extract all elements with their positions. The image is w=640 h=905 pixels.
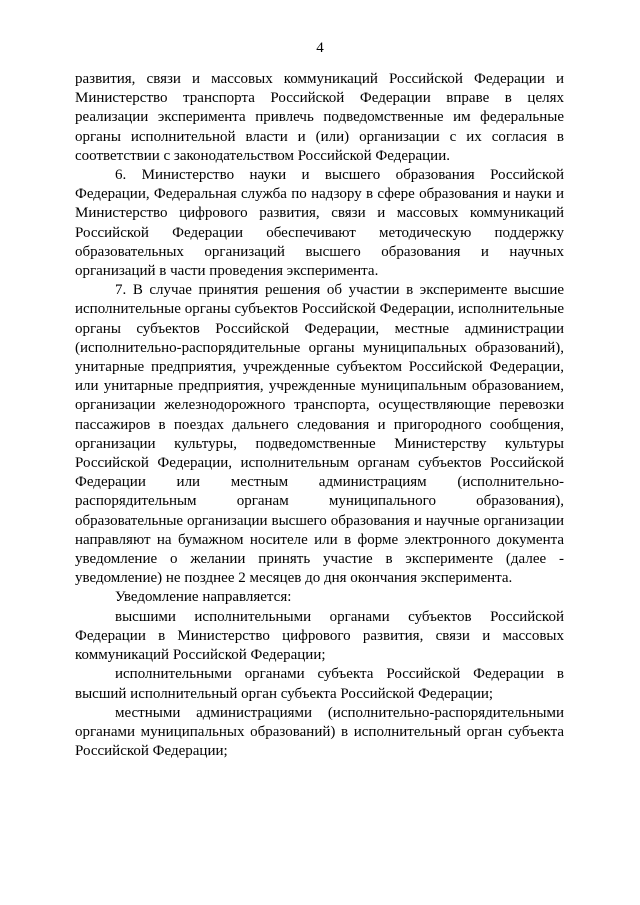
document-body — [75, 70, 564, 761]
paragraph-item-6: 6. Министерство науки и высшего образования Российской Федерации, Федеральная служба по надзору в сфере образования и науки и Министерство цифрового развития, связи и массовых коммуникаций Российской Федерации обеспечивают методическую поддержку образовательных организаций высшего образования и научных организаций в части проведения эксперимента. — [75, 167, 564, 280]
paragraph-continuation: развития, связи и массовых коммуникаций Российской Федерации и Министерство транспорта Российской Федерации вправе в целях реализации эксперимента привлечь подведомственные им федеральные органы исполнительной власти и (или) организации с их согласия в соответствии с законодательством Российской Федерации. — [75, 71, 564, 164]
paragraph-notification-executive-bodies: исполнительными органами субъекта Российской Федерации в высший исполнительный орган субъекта Российской Федерации; — [75, 666, 564, 702]
paragraph-notification-local-administrations: местными администрациями (исполнительно-распорядительными органами муниципальных образований) в исполнительный орган субъекта Российской Федерации; — [75, 704, 564, 760]
paragraph-item-7: 7. В случае принятия решения об участии в эксперименте высшие исполнительные органы субъектов Российской Федерации, исполнительные органы субъектов Российской Федерации, местные администрации (исполнительно-распорядительные органы муниципальных образований), унитарные предприятия, учрежденные субъектом Российской Федерации, или унитарные предприятия, учрежденные муниципальным образованием, организации железнодорожного транспорта, осуществляющие перевозки пассажиров в поездах дальнего следования и пригородного сообщения, организации культуры, подведомственные Министерству культуры Российской Федерации, исполнительным органам субъектов Российской Федерации или местным администрациям (исполнительно-распорядительным органам муниципального образования), образовательные организации высшего образования и научные организации направляют на бумажном носителе или в форме электронного документа уведомление о желании принять участие в эксперименте (далее - уведомление) не позднее 2 месяцев до дня окончания эксперимента. — [75, 282, 564, 587]
page-number: 4 — [316, 40, 324, 56]
paragraph-notification-intro: Уведомление направляется: — [115, 589, 292, 606]
paragraph-notification-higher-bodies: высшими исполнительными органами субъектов Российской Федерации в Министерство цифрового развития, связи и массовых коммуникаций Российской Федерации; — [75, 608, 564, 664]
